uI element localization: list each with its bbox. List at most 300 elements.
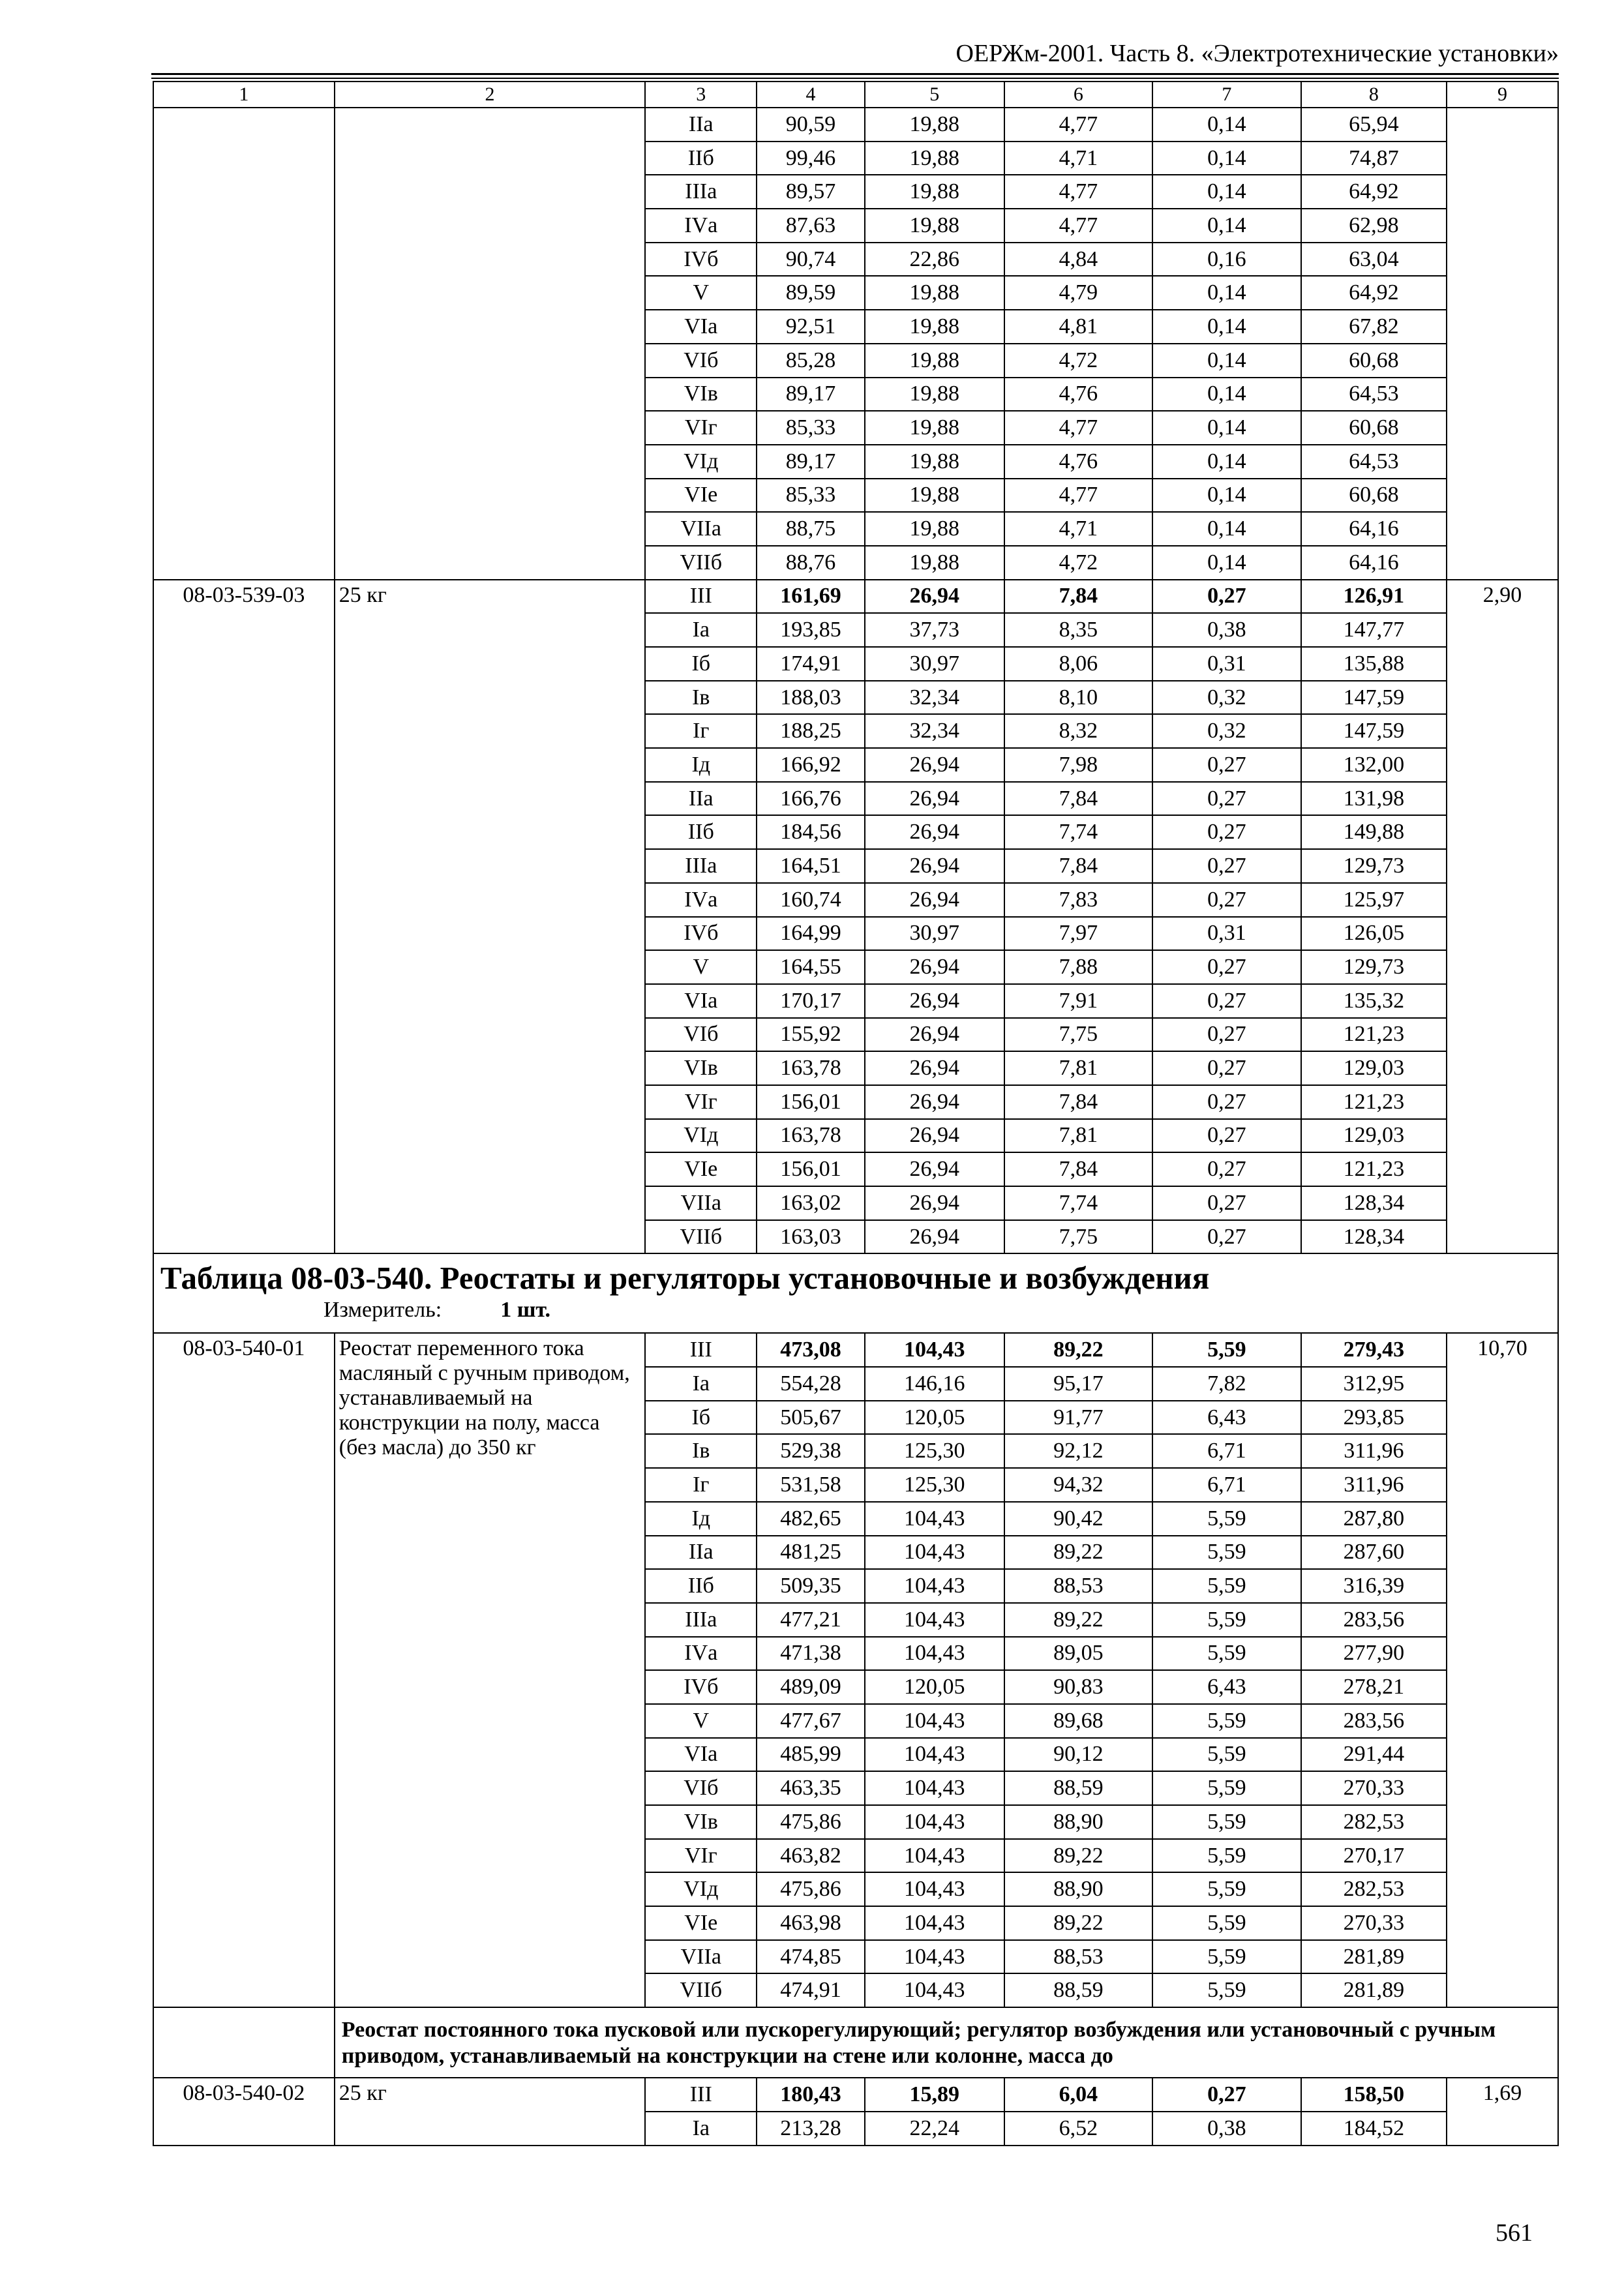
- value-cell: 0,27: [1152, 580, 1301, 614]
- zone-cell: VIг: [645, 411, 757, 445]
- value-cell: 554,28: [757, 1367, 865, 1401]
- group-caption: Реостат постоянного тока пусковой или пускорегулирующий; регулятор возбуждения или установочный с ручным приводом, устанавливаемый на конструкции на стене или колонне, масса до: [335, 2007, 1558, 2078]
- value-cell: 8,06: [1004, 647, 1153, 681]
- value-cell: 104,43: [865, 1839, 1004, 1873]
- value-cell: 5,59: [1152, 1502, 1301, 1536]
- value-cell: 475,86: [757, 1872, 865, 1906]
- value-cell: 166,92: [757, 748, 865, 782]
- zone-cell: III: [645, 580, 757, 614]
- value-cell: 0,27: [1152, 1186, 1301, 1220]
- value-cell: 0,27: [1152, 1051, 1301, 1085]
- value-cell: 7,81: [1004, 1119, 1153, 1153]
- value-cell: 5,59: [1152, 1906, 1301, 1940]
- value-cell: 531,58: [757, 1468, 865, 1502]
- zone-cell: Iв: [645, 681, 757, 715]
- value-cell: 7,75: [1004, 1018, 1153, 1052]
- value-cell: 121,23: [1301, 1085, 1447, 1119]
- item-code: 08-03-540-01: [153, 1333, 335, 2007]
- zone-cell: Iг: [645, 1468, 757, 1502]
- value-cell: 293,85: [1301, 1401, 1447, 1435]
- zone-cell: V: [645, 276, 757, 310]
- zone-cell: Iа: [645, 1367, 757, 1401]
- value-cell: 283,56: [1301, 1704, 1447, 1738]
- col-header: 2: [335, 82, 646, 108]
- value-cell: 316,39: [1301, 1569, 1447, 1603]
- value-cell: 5,59: [1152, 1738, 1301, 1772]
- value-cell: 135,32: [1301, 984, 1447, 1018]
- value-cell: 473,08: [757, 1333, 865, 1367]
- value-cell: 94,32: [1004, 1468, 1153, 1502]
- value-cell: 6,71: [1152, 1434, 1301, 1468]
- value-cell: 4,72: [1004, 344, 1153, 378]
- value-cell: 312,95: [1301, 1367, 1447, 1401]
- value-cell: 63,04: [1301, 243, 1447, 277]
- value-cell: 19,88: [865, 344, 1004, 378]
- measure-line: [160, 1297, 1551, 1323]
- value-cell: 156,01: [757, 1085, 865, 1119]
- value-cell: 4,71: [1004, 512, 1153, 546]
- value-cell: 188,03: [757, 681, 865, 715]
- value-cell: 89,22: [1004, 1333, 1153, 1367]
- value-cell: 489,09: [757, 1670, 865, 1704]
- value-cell: 67,82: [1301, 310, 1447, 344]
- value-cell: 90,74: [757, 243, 865, 277]
- value-cell: 104,43: [865, 1569, 1004, 1603]
- value-cell: 7,84: [1004, 1085, 1153, 1119]
- value-cell: 463,82: [757, 1839, 865, 1873]
- zone-cell: VIб: [645, 1771, 757, 1805]
- zone-cell: VIв: [645, 1051, 757, 1085]
- value-cell: 120,05: [865, 1401, 1004, 1435]
- value-cell: 89,57: [757, 175, 865, 209]
- zone-cell: IIб: [645, 142, 757, 175]
- value-cell: 7,98: [1004, 748, 1153, 782]
- value-cell: 132,00: [1301, 748, 1447, 782]
- value-cell: 166,76: [757, 782, 865, 816]
- value-cell: 188,25: [757, 714, 865, 748]
- value-cell: 6,43: [1152, 1401, 1301, 1435]
- page-number: 561: [1496, 2219, 1533, 2247]
- value-cell: 92,51: [757, 310, 865, 344]
- zone-cell: Iа: [645, 613, 757, 647]
- zone-cell: Iг: [645, 714, 757, 748]
- value-cell: 147,77: [1301, 613, 1447, 647]
- header-rule-thin: [151, 78, 1559, 79]
- value-cell: 270,17: [1301, 1839, 1447, 1873]
- value-cell: 26,94: [865, 1220, 1004, 1254]
- zone-cell: Iб: [645, 647, 757, 681]
- value-cell: 15,89: [865, 2078, 1004, 2112]
- value-cell: 0,14: [1152, 445, 1301, 479]
- value-cell: 64,16: [1301, 546, 1447, 580]
- value-cell: 0,38: [1152, 2112, 1301, 2146]
- value-cell: 64,53: [1301, 378, 1447, 411]
- value-cell: 26,94: [865, 1085, 1004, 1119]
- zone-cell: VIе: [645, 1152, 757, 1186]
- value-cell: 7,91: [1004, 984, 1153, 1018]
- price-table: [153, 81, 1559, 2146]
- table-row: [153, 2078, 1558, 2112]
- value-cell: 0,31: [1152, 647, 1301, 681]
- value-cell: 475,86: [757, 1805, 865, 1839]
- value-cell: 7,81: [1004, 1051, 1153, 1085]
- value-cell: 91,77: [1004, 1401, 1153, 1435]
- value-cell: 64,53: [1301, 445, 1447, 479]
- zone-cell: III: [645, 1333, 757, 1367]
- value-cell: 7,75: [1004, 1220, 1153, 1254]
- value-cell: 4,76: [1004, 445, 1153, 479]
- value-cell: 0,38: [1152, 613, 1301, 647]
- value-cell: 0,14: [1152, 142, 1301, 175]
- zone-cell: VIд: [645, 1119, 757, 1153]
- value-cell: 60,68: [1301, 479, 1447, 513]
- zone-cell: Iд: [645, 748, 757, 782]
- value-cell: 19,88: [865, 209, 1004, 243]
- value-cell: 64,16: [1301, 512, 1447, 546]
- value-cell: 104,43: [865, 1704, 1004, 1738]
- value-cell: 5,59: [1152, 1940, 1301, 1974]
- value-cell: 5,59: [1152, 1805, 1301, 1839]
- value-cell: 0,16: [1152, 243, 1301, 277]
- value-cell: 26,94: [865, 1051, 1004, 1085]
- value-cell: 180,43: [757, 2078, 865, 2112]
- item-col9: 2,90: [1447, 580, 1558, 1254]
- value-cell: 89,22: [1004, 1839, 1153, 1873]
- value-cell: 88,53: [1004, 1569, 1153, 1603]
- value-cell: 477,21: [757, 1603, 865, 1637]
- value-cell: 62,98: [1301, 209, 1447, 243]
- zone-cell: V: [645, 950, 757, 984]
- value-cell: 85,28: [757, 344, 865, 378]
- value-cell: 90,12: [1004, 1738, 1153, 1772]
- value-cell: 287,80: [1301, 1502, 1447, 1536]
- zone-cell: VIIб: [645, 1220, 757, 1254]
- zone-cell: Iв: [645, 1434, 757, 1468]
- value-cell: 0,14: [1152, 512, 1301, 546]
- value-cell: 88,75: [757, 512, 865, 546]
- value-cell: 174,91: [757, 647, 865, 681]
- zone-cell: IIа: [645, 782, 757, 816]
- value-cell: 104,43: [865, 1973, 1004, 2007]
- value-cell: 7,74: [1004, 1186, 1153, 1220]
- value-cell: 474,91: [757, 1973, 865, 2007]
- col-header: 5: [865, 82, 1004, 108]
- zone-cell: IVа: [645, 883, 757, 917]
- table-title-row: [153, 1253, 1558, 1333]
- value-cell: 163,02: [757, 1186, 865, 1220]
- value-cell: 19,88: [865, 276, 1004, 310]
- value-cell: 0,32: [1152, 714, 1301, 748]
- value-cell: 164,51: [757, 849, 865, 883]
- value-cell: 104,43: [865, 1333, 1004, 1367]
- value-cell: 7,97: [1004, 917, 1153, 951]
- value-cell: 60,68: [1301, 344, 1447, 378]
- value-cell: 278,21: [1301, 1670, 1447, 1704]
- value-cell: 0,27: [1152, 748, 1301, 782]
- zone-cell: IIб: [645, 815, 757, 849]
- value-cell: 0,14: [1152, 108, 1301, 142]
- value-cell: 30,97: [865, 917, 1004, 951]
- column-header-row: [153, 82, 1558, 108]
- value-cell: 30,97: [865, 647, 1004, 681]
- value-cell: 26,94: [865, 1018, 1004, 1052]
- item-code: 08-03-539-03: [153, 580, 335, 1254]
- value-cell: 128,34: [1301, 1220, 1447, 1254]
- value-cell: 160,74: [757, 883, 865, 917]
- value-cell: 0,27: [1152, 2078, 1301, 2112]
- value-cell: 311,96: [1301, 1434, 1447, 1468]
- value-cell: 0,27: [1152, 1220, 1301, 1254]
- value-cell: 149,88: [1301, 815, 1447, 849]
- value-cell: 89,05: [1004, 1637, 1153, 1671]
- zone-cell: VIв: [645, 378, 757, 411]
- value-cell: 0,27: [1152, 1018, 1301, 1052]
- value-cell: 129,73: [1301, 950, 1447, 984]
- zone-cell: VIIа: [645, 512, 757, 546]
- value-cell: 0,27: [1152, 984, 1301, 1018]
- value-cell: 88,76: [757, 546, 865, 580]
- value-cell: 125,97: [1301, 883, 1447, 917]
- value-cell: 0,31: [1152, 917, 1301, 951]
- value-cell: 26,94: [865, 1152, 1004, 1186]
- value-cell: 19,88: [865, 175, 1004, 209]
- item-name: [335, 108, 646, 580]
- value-cell: 163,03: [757, 1220, 865, 1254]
- value-cell: 6,04: [1004, 2078, 1153, 2112]
- value-cell: 8,32: [1004, 714, 1153, 748]
- value-cell: 89,22: [1004, 1536, 1153, 1570]
- value-cell: 277,90: [1301, 1637, 1447, 1671]
- value-cell: 5,59: [1152, 1603, 1301, 1637]
- zone-cell: VIа: [645, 310, 757, 344]
- value-cell: 22,24: [865, 2112, 1004, 2146]
- value-cell: 19,88: [865, 310, 1004, 344]
- value-cell: 89,22: [1004, 1603, 1153, 1637]
- zone-cell: VIв: [645, 1805, 757, 1839]
- value-cell: 104,43: [865, 1872, 1004, 1906]
- value-cell: 4,81: [1004, 310, 1153, 344]
- value-cell: 6,52: [1004, 2112, 1153, 2146]
- value-cell: 5,59: [1152, 1771, 1301, 1805]
- value-cell: 126,05: [1301, 917, 1447, 951]
- item-name: 25 кг: [335, 580, 646, 1254]
- value-cell: 5,59: [1152, 1637, 1301, 1671]
- value-cell: 104,43: [865, 1502, 1004, 1536]
- value-cell: 158,50: [1301, 2078, 1447, 2112]
- value-cell: 4,84: [1004, 243, 1153, 277]
- value-cell: 482,65: [757, 1502, 865, 1536]
- value-cell: 485,99: [757, 1738, 865, 1772]
- zone-cell: IVб: [645, 917, 757, 951]
- value-cell: 99,46: [757, 142, 865, 175]
- value-cell: 4,71: [1004, 142, 1153, 175]
- value-cell: 163,78: [757, 1119, 865, 1153]
- value-cell: 0,27: [1152, 849, 1301, 883]
- value-cell: 184,56: [757, 815, 865, 849]
- value-cell: 104,43: [865, 1940, 1004, 1974]
- value-cell: 0,27: [1152, 1119, 1301, 1153]
- value-cell: 5,59: [1152, 1569, 1301, 1603]
- empty-cell: [153, 2007, 335, 2078]
- value-cell: 5,59: [1152, 1973, 1301, 2007]
- value-cell: 19,88: [865, 142, 1004, 175]
- value-cell: 4,76: [1004, 378, 1153, 411]
- zone-cell: VIа: [645, 1738, 757, 1772]
- value-cell: 32,34: [865, 714, 1004, 748]
- value-cell: 65,94: [1301, 108, 1447, 142]
- value-cell: 281,89: [1301, 1940, 1447, 1974]
- zone-cell: VIе: [645, 479, 757, 513]
- item-name: 25 кг: [335, 2078, 646, 2145]
- value-cell: 287,60: [1301, 1536, 1447, 1570]
- value-cell: 0,14: [1152, 411, 1301, 445]
- value-cell: 19,88: [865, 479, 1004, 513]
- value-cell: 74,87: [1301, 142, 1447, 175]
- value-cell: 5,59: [1152, 1704, 1301, 1738]
- value-cell: 270,33: [1301, 1771, 1447, 1805]
- table-row: [153, 580, 1558, 614]
- value-cell: 0,27: [1152, 782, 1301, 816]
- value-cell: 0,27: [1152, 1152, 1301, 1186]
- value-cell: 104,43: [865, 1805, 1004, 1839]
- value-cell: 0,32: [1152, 681, 1301, 715]
- value-cell: 146,16: [865, 1367, 1004, 1401]
- measure-value: 1 шт.: [500, 1298, 551, 1323]
- value-cell: 0,27: [1152, 950, 1301, 984]
- value-cell: 64,92: [1301, 175, 1447, 209]
- zone-cell: VIг: [645, 1839, 757, 1873]
- value-cell: 164,55: [757, 950, 865, 984]
- value-cell: 88,90: [1004, 1805, 1153, 1839]
- value-cell: 89,17: [757, 445, 865, 479]
- value-cell: 5,59: [1152, 1536, 1301, 1570]
- value-cell: 0,14: [1152, 344, 1301, 378]
- value-cell: 129,73: [1301, 849, 1447, 883]
- value-cell: 104,43: [865, 1738, 1004, 1772]
- value-cell: 4,72: [1004, 546, 1153, 580]
- table-row: [153, 1333, 1558, 1367]
- table-title-cell: [153, 1253, 1558, 1333]
- value-cell: 26,94: [865, 849, 1004, 883]
- zone-cell: VIIб: [645, 546, 757, 580]
- value-cell: 26,94: [865, 950, 1004, 984]
- value-cell: 22,86: [865, 243, 1004, 277]
- value-cell: 90,42: [1004, 1502, 1153, 1536]
- value-cell: 89,59: [757, 276, 865, 310]
- value-cell: 129,03: [1301, 1051, 1447, 1085]
- value-cell: 4,77: [1004, 108, 1153, 142]
- value-cell: 505,67: [757, 1401, 865, 1435]
- value-cell: 7,82: [1152, 1367, 1301, 1401]
- value-cell: 88,90: [1004, 1872, 1153, 1906]
- value-cell: 85,33: [757, 479, 865, 513]
- item-col9: 1,69: [1447, 2078, 1558, 2145]
- value-cell: 89,17: [757, 378, 865, 411]
- value-cell: 95,17: [1004, 1367, 1153, 1401]
- value-cell: 121,23: [1301, 1018, 1447, 1052]
- value-cell: 7,84: [1004, 849, 1153, 883]
- item-col9: 10,70: [1447, 1333, 1558, 2007]
- value-cell: 161,69: [757, 580, 865, 614]
- value-cell: 147,59: [1301, 714, 1447, 748]
- value-cell: 126,91: [1301, 580, 1447, 614]
- value-cell: 90,59: [757, 108, 865, 142]
- value-cell: 282,53: [1301, 1872, 1447, 1906]
- value-cell: 4,77: [1004, 209, 1153, 243]
- value-cell: 147,59: [1301, 681, 1447, 715]
- value-cell: 32,34: [865, 681, 1004, 715]
- value-cell: 0,14: [1152, 479, 1301, 513]
- value-cell: 477,67: [757, 1704, 865, 1738]
- value-cell: 60,68: [1301, 411, 1447, 445]
- value-cell: 26,94: [865, 1186, 1004, 1220]
- zone-cell: VIIа: [645, 1186, 757, 1220]
- value-cell: 7,84: [1004, 1152, 1153, 1186]
- value-cell: 104,43: [865, 1603, 1004, 1637]
- value-cell: 4,77: [1004, 479, 1153, 513]
- value-cell: 19,88: [865, 546, 1004, 580]
- header-rule: [151, 73, 1559, 75]
- zone-cell: V: [645, 1704, 757, 1738]
- zone-cell: IIIа: [645, 849, 757, 883]
- value-cell: 213,28: [757, 2112, 865, 2146]
- value-cell: 270,33: [1301, 1906, 1447, 1940]
- value-cell: 19,88: [865, 512, 1004, 546]
- value-cell: 87,63: [757, 209, 865, 243]
- value-cell: 7,83: [1004, 883, 1153, 917]
- col-header: 9: [1447, 82, 1558, 108]
- value-cell: 26,94: [865, 883, 1004, 917]
- value-cell: 121,23: [1301, 1152, 1447, 1186]
- value-cell: 89,68: [1004, 1704, 1153, 1738]
- value-cell: 26,94: [865, 748, 1004, 782]
- item-col9: [1447, 108, 1558, 580]
- item-code: [153, 108, 335, 580]
- value-cell: 64,92: [1301, 276, 1447, 310]
- zone-cell: VIе: [645, 1906, 757, 1940]
- zone-cell: IIIа: [645, 175, 757, 209]
- col-header: 4: [757, 82, 865, 108]
- value-cell: 193,85: [757, 613, 865, 647]
- value-cell: 283,56: [1301, 1603, 1447, 1637]
- value-cell: 104,43: [865, 1536, 1004, 1570]
- value-cell: 163,78: [757, 1051, 865, 1085]
- table-row: [153, 108, 1558, 142]
- value-cell: 0,14: [1152, 276, 1301, 310]
- value-cell: 164,99: [757, 917, 865, 951]
- value-cell: 474,85: [757, 1940, 865, 1974]
- group-caption-row: [153, 2007, 1558, 2078]
- value-cell: 120,05: [865, 1670, 1004, 1704]
- value-cell: 155,92: [757, 1018, 865, 1052]
- value-cell: 88,59: [1004, 1973, 1153, 2007]
- value-cell: 19,88: [865, 108, 1004, 142]
- col-header: 8: [1301, 82, 1447, 108]
- page-header: ОЕРЖм-2001. Часть 8. «Электротехнические установки»: [955, 40, 1559, 67]
- value-cell: 7,88: [1004, 950, 1153, 984]
- value-cell: 5,59: [1152, 1839, 1301, 1873]
- value-cell: 131,98: [1301, 782, 1447, 816]
- value-cell: 26,94: [865, 815, 1004, 849]
- value-cell: 4,77: [1004, 175, 1153, 209]
- value-cell: 7,74: [1004, 815, 1153, 849]
- value-cell: 8,10: [1004, 681, 1153, 715]
- zone-cell: VIа: [645, 984, 757, 1018]
- measure-label: Измеритель:: [323, 1298, 442, 1323]
- col-header: 1: [153, 82, 335, 108]
- value-cell: 7,84: [1004, 782, 1153, 816]
- value-cell: 92,12: [1004, 1434, 1153, 1468]
